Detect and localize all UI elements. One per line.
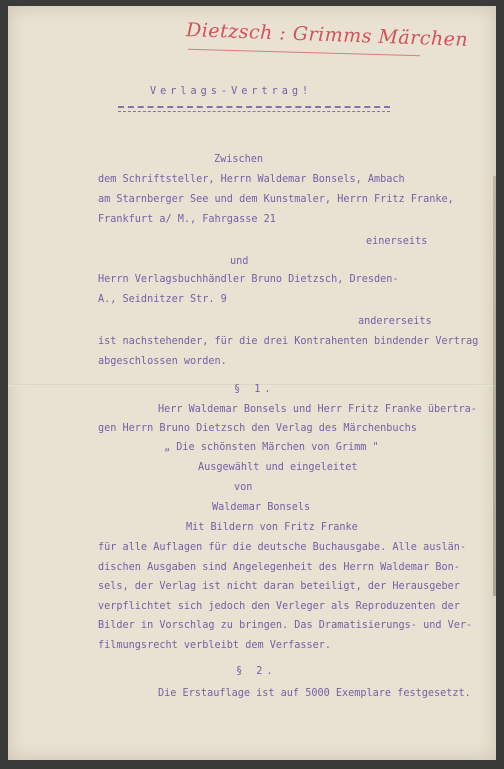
section-2-heading: § 2. — [236, 666, 277, 677]
page-edge-shadow — [493, 176, 496, 596]
text-line: Herrn Verlagsbuchhändler Bruno Dietzsch, Dresden- — [98, 274, 399, 285]
text-line: abgeschlossen worden. — [98, 356, 227, 367]
text-line: filmungsrecht verbleibt dem Verfasser. — [98, 640, 332, 651]
text-einerseits: einerseits — [366, 236, 428, 247]
text-line: gen Herrn Bruno Dietzsch den Verlag des Märchenbuchs — [98, 423, 417, 434]
text-und: und — [230, 256, 249, 267]
text-zwischen: Zwischen — [214, 154, 264, 165]
text-line: Mit Bildern von Fritz Franke — [186, 522, 358, 533]
title-rule — [118, 106, 390, 112]
text-line: Herr Waldemar Bonsels und Herr Fritz Franke übertra- — [158, 404, 477, 415]
text-line: Waldemar Bonsels — [212, 502, 311, 513]
text-line: A., Seidnitzer Str. 9 — [98, 294, 227, 305]
text-line: Ausgewählt und eingeleitet — [198, 462, 358, 473]
text-line: am Starnberger See und dem Kunstmaler, Herrn Fritz Franke, — [98, 194, 454, 205]
text-line: verpflichtet sich jedoch den Verleger als Reproduzenten der — [98, 601, 460, 612]
text-line: von — [234, 482, 253, 493]
text-line: Frankfurt a/ M., Fahrgasse 21 — [98, 214, 276, 225]
text-line: sels, der Verlag ist nicht daran beteiligt, der Herausgeber — [98, 581, 460, 592]
contract-title: Verlags-Vertrag! — [150, 86, 313, 97]
text-line: Bilder in Vorschlag zu bringen. Das Dramatisierungs- und Ver- — [98, 620, 473, 631]
text-line: ist nachstehender, für die drei Kontrahenten bindender Vertrag — [98, 336, 479, 347]
document-page — [8, 6, 496, 760]
section-1-heading: § 1. — [234, 384, 275, 395]
handwritten-underline — [188, 49, 420, 56]
handwritten-note: Dietzsch : Grimms Märchen — [185, 19, 469, 51]
text-line: Die Erstauflage ist auf 5000 Exemplare festgesetzt. — [158, 688, 471, 699]
book-title: „ Die schönsten Märchen von Grimm " — [164, 442, 379, 453]
text-line: für alle Auflagen für die deutsche Buchausgabe. Alle auslän- — [98, 542, 467, 553]
text-line: dischen Ausgaben sind Angelegenheit des Herrn Waldemar Bon- — [98, 562, 460, 573]
text-line: dem Schriftsteller, Herrn Waldemar Bonsels, Ambach — [98, 174, 405, 185]
text-andererseits: andererseits — [358, 316, 432, 327]
